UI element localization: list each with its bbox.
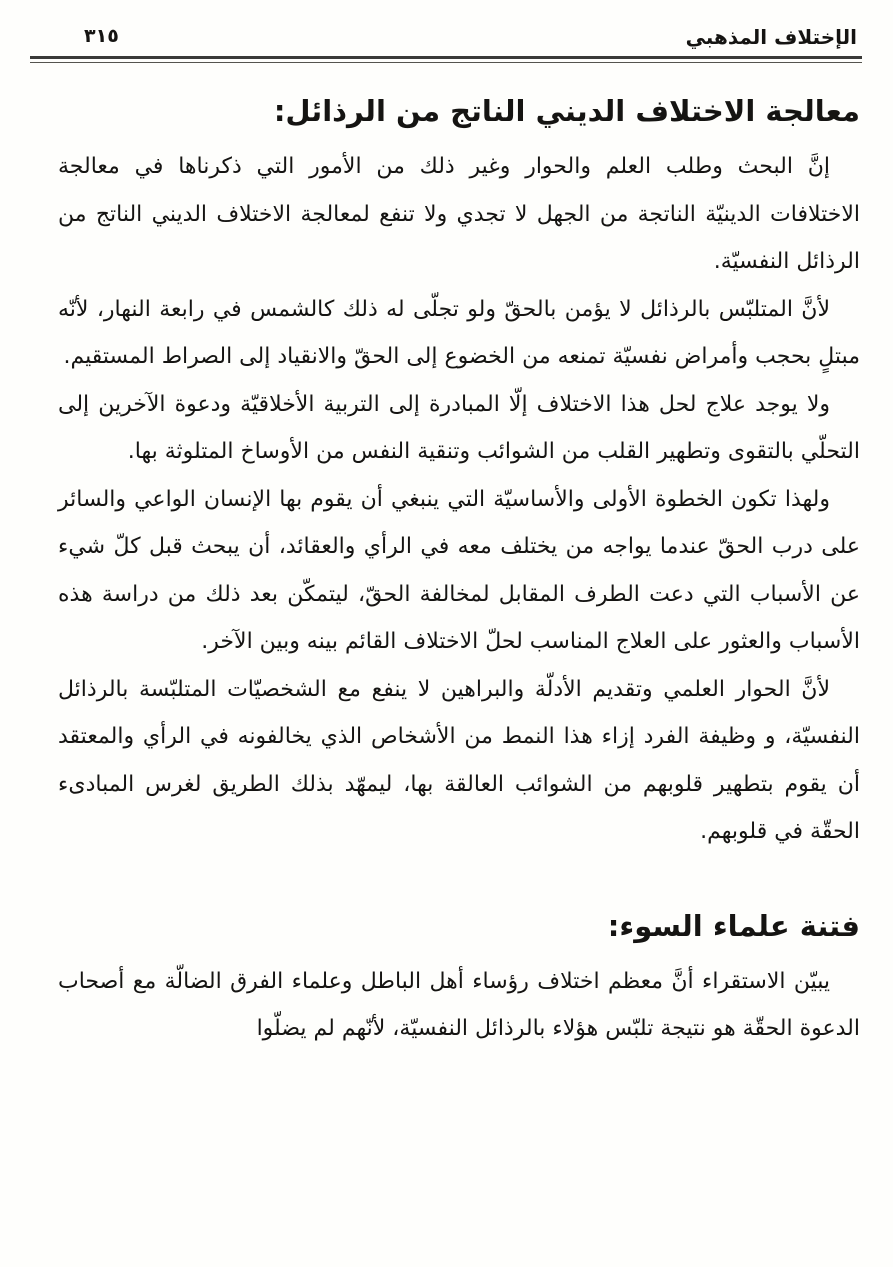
header-rule: [30, 56, 862, 63]
page-content: [0, 63, 893, 1053]
paragraph: لأنَّ المتلبّس بالرذائل لا يؤمن بالحقّ ولو تجلّى له ذلك كالشمس في رابعة النهار، لأنّه مبتلٍ بحجب وأمراض نفسيّة تمنعه من الخضوع إلى الحقّ والانقياد إلى الصراط المستقيم.: [58, 296, 860, 369]
paragraph: يبيّن الاستقراء أنَّ معظم اختلاف رؤساء أهل الباطل وعلماء الفرق الضالّة مع أصحاب الدعوة الحقّة هو نتيجة تلبّس هؤلاء بالرذائل النفسيّة، لأنّهم لم يضلّوا: [58, 968, 860, 1041]
section-heading-fitna-of-evil-scholars: فتنة علماء السوء:: [607, 908, 860, 943]
section-heading-treating-religious-difference: معالجة الاختلاف الديني الناتج من الرذائل:: [273, 94, 860, 128]
paragraph: ولهذا تكون الخطوة الأولى والأساسيّة التي ينبغي أن يقوم بها الإنسان الواعي والسائر على درب الحقّ عندما يواجه من يختلف معه في الرأي والعقائد، أن يبحث قبل كلّ شيء عن الأسباب التي دعت الطرف المقابل لمخالفة الحقّ، ليتمكّن بعد ذلك من دراسة هذه الأسباب والعثور على العلاج المناسب لحلّ الاختلاف القائم بينه وبين الآخر.: [58, 486, 860, 654]
page-header: [0, 0, 893, 49]
paragraph: ولا يوجد علاج لحل هذا الاختلاف إلّا المبادرة إلى التربية الأخلاقيّة ودعوة الآخرين إلى التحلّي بالتقوى وتطهير القلب من الشوائب وتنقية النفس من الأوساخ المتلوثة بها.: [58, 391, 860, 464]
running-title: الإختلاف المذهبي: [685, 25, 857, 49]
paragraph: لأنَّ الحوار العلمي وتقديم الأدلّة والبراهين لا ينفع مع الشخصيّات المتلبّسة بالرذائل النفسيّة، و وظيفة الفرد إزاء هذا النمط من الأشخاص الذي يخالفونه في الرأي والمعتقد أن يقوم بتطهير قلوبهم من الشوائب العالقة بها، ليمهّد بذلك الطريق لغرس المبادىء الحقّة في قلوبهم.: [58, 676, 860, 844]
paragraph: إنَّ البحث وطلب العلم والحوار وغير ذلك من الأمور التي ذكرناها في معالجة الاختلافات الدينيّة الناتجة من الجهل لا تجدي ولا تنفع لمعالجة الاختلاف الديني الناتج من الرذائل النفسيّة.: [58, 154, 860, 274]
page-number: ٣١٥: [84, 25, 119, 47]
